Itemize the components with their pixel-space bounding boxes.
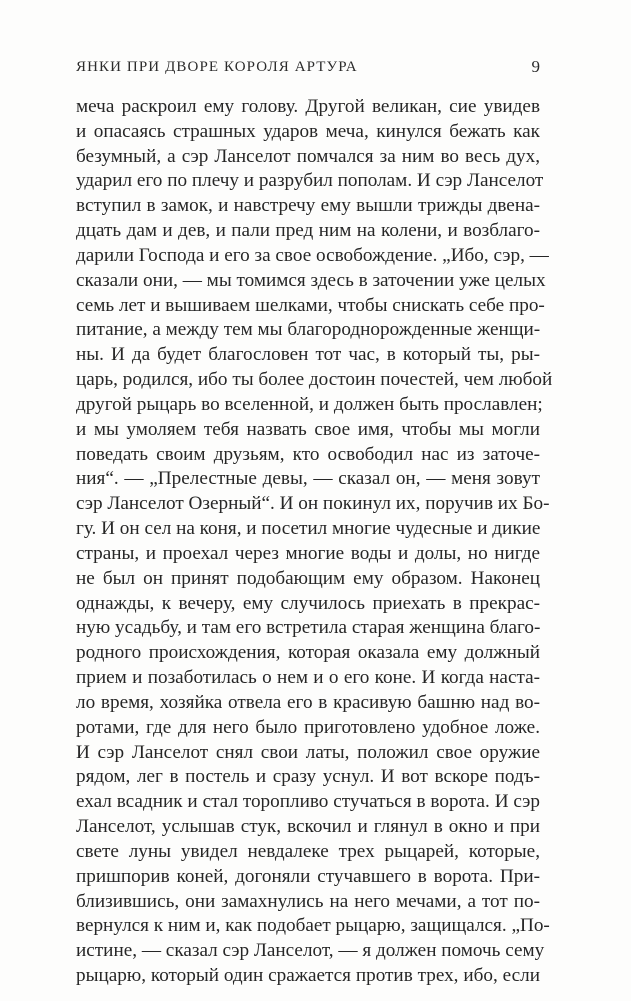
text-line: ную усадьбу, и там его встретила старая женщина благо-: [76, 617, 541, 639]
text-line: меча раскроил ему голову. Другой великан, сие увидев: [76, 96, 540, 117]
text-line: сказали они, — мы томимся здесь в заточении уже целых: [76, 269, 546, 291]
text-line: дцать дам и дев, и пали пред ним на колени, и возблаго-: [76, 220, 540, 242]
text-line: дарили Господа и его за свое освобождение. „Ибо, сэр, —: [76, 244, 549, 266]
text-line: царь, родился, ибо ты более достоин почестей, чем любой: [76, 369, 553, 391]
text-line: прием и позаботилась о нем и о его коне. И когда наста-: [76, 667, 540, 689]
text-line: вернулся к ним и, как подобает рыцарю, защищался. „По-: [76, 915, 550, 937]
text-line: Ланселот, услышав стук, вскочил и глянул в окно и при: [76, 816, 540, 838]
text-line: ротами, где для него было приготовлено удобное ложе.: [76, 716, 540, 738]
running-head: [76, 57, 540, 77]
text-line: не был он принят подобающим ему образом. Наконец: [76, 567, 540, 589]
text-line: близившись, они замахнулись на него мечами, а тот по-: [76, 890, 540, 912]
running-title: ЯНКИ ПРИ ДВОРЕ КОРОЛЯ АРТУРА: [76, 59, 358, 75]
text-line: семь лет и вышиваем шелками, чтобы снискать себе про-: [76, 294, 545, 316]
text-line: однажды, к вечеру, ему случилось приехать в прекрас-: [76, 592, 540, 614]
text-line: другой рыцарь во вселенной, и должен быть прославлен;: [76, 393, 543, 415]
text-line: пришпорив коней, догоняли стучавшего в ворота. При-: [76, 865, 540, 887]
text-line: рядом, лег в постель и сразу уснул. И вот вскоре подъ-: [76, 766, 540, 788]
text-line: и опасаясь страшных ударов меча, кинулся бежать как: [76, 120, 540, 142]
text-line: вступил в замок, и навстречу ему вышли трижды двена-: [76, 195, 540, 217]
page-number: 9: [531, 57, 540, 76]
text-line: свете луны увидел невдалеке трех рыцарей, которые,: [76, 840, 540, 862]
text-line: и мы умоляем тебя назвать свое имя, чтобы мы могли: [76, 418, 540, 440]
text-line: гу. И он сел на коня, и посетил многие чудесные и дикие: [76, 518, 541, 540]
body-text: [76, 95, 553, 989]
text-line: ехал всадник и стал торопливо стучаться в ворота. И сэр: [76, 791, 540, 813]
text-line: ния“. — „Прелестные девы, — сказал он, — меня зовут: [76, 468, 540, 490]
text-line: И сэр Ланселот снял свои латы, положил свое оружие: [76, 741, 540, 763]
text-line: родного происхождения, которая оказала ему должный: [76, 642, 540, 664]
text-line: поведать своим друзьям, кто освободил нас из заточе-: [76, 443, 540, 465]
text-line: питание, а между тем мы благороднорожденные женщи-: [76, 319, 541, 341]
text-line: ударил его по плечу и разрубил пополам. И сэр Ланселот: [76, 170, 544, 192]
text-line: ло время, хозяйка отвела его в красивую башню над во-: [76, 691, 540, 713]
text-line: страны, и проехал через многие воды и долы, но нигде: [76, 542, 540, 564]
text-line: истине, — сказал сэр Ланселот, — я должен помочь сему: [76, 940, 545, 962]
text-line: безумный, а сэр Ланселот помчался за ним во весь дух,: [76, 145, 540, 167]
text-line: сэр Ланселот Озерный“. И он покинул их, поручив их Бо-: [76, 493, 550, 515]
text-line: ны. И да будет благословен тот час, в который ты, ры-: [76, 344, 540, 366]
text-line: рыцарю, который один сражается против трех, ибо, если: [76, 964, 540, 986]
